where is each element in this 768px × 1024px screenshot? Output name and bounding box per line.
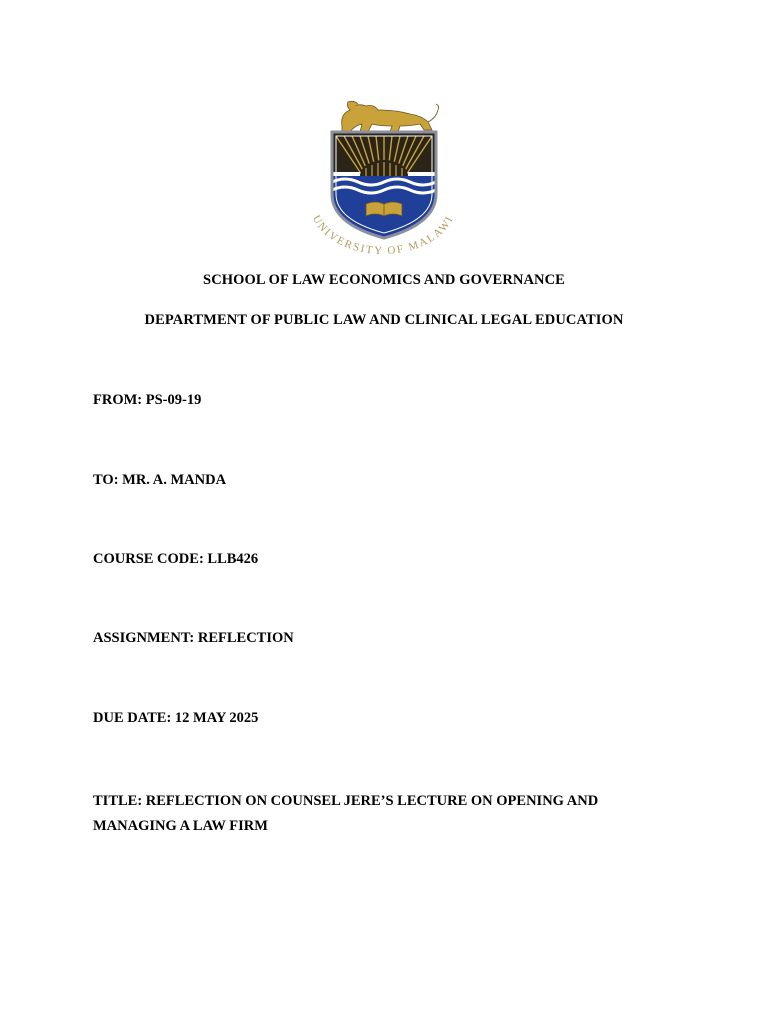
department-heading: DEPARTMENT OF PUBLIC LAW AND CLINICAL LEGAL EDUCATION — [144, 312, 624, 328]
university-crest-logo — [300, 96, 466, 256]
lion-emblem — [342, 101, 439, 132]
school-heading: SCHOOL OF LAW ECONOMICS AND GOVERNANCE — [203, 272, 565, 288]
title-field: TITLE: REFLECTION ON COUNSEL JERE’S LECTURE ON OPENING AND MANAGING A LAW FIRM — [93, 793, 599, 834]
assignment-field: ASSIGNMENT: REFLECTION — [93, 630, 294, 646]
from-field: FROM: PS-09-19 — [93, 392, 202, 408]
due-date-field: DUE DATE: 12 MAY 2025 — [93, 710, 259, 726]
to-field: TO: MR. A. MANDA — [93, 472, 227, 488]
course-code-field: COURSE CODE: LLB426 — [93, 551, 259, 567]
crest-motto-text: UNIVERSITY OF MALAWI — [309, 213, 457, 256]
